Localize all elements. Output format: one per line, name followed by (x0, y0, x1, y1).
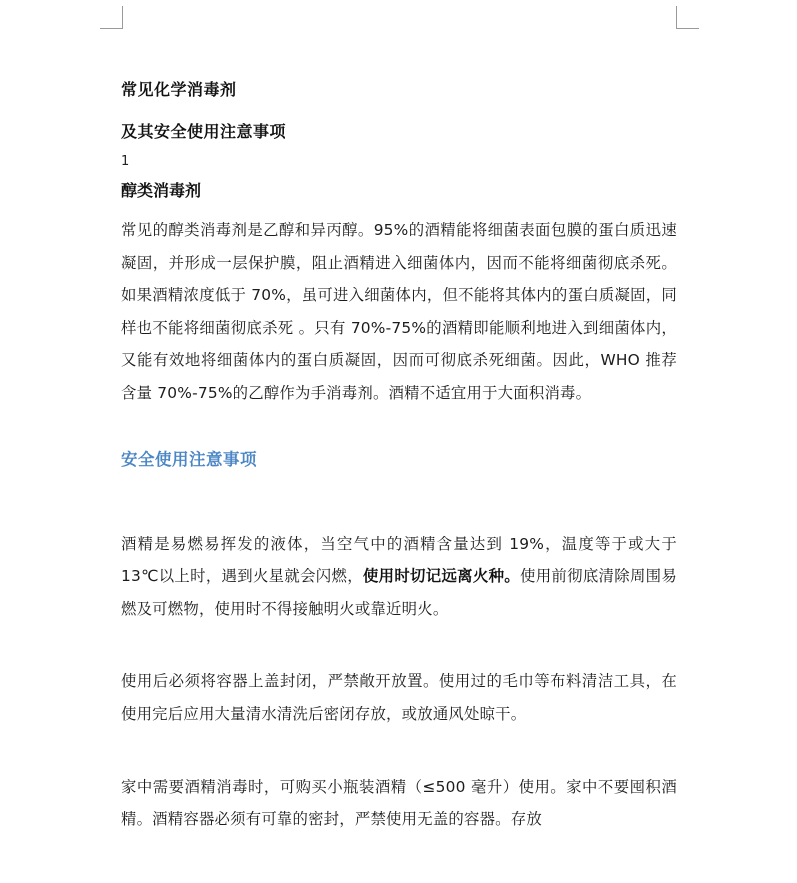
subheading-alcohol-disinfectants: 醇类消毒剂 (121, 181, 202, 200)
crop-mark-top-right (676, 6, 699, 29)
paragraph-flammability (121, 528, 677, 626)
crop-mark-top-left (100, 6, 123, 29)
paragraph-flammability-emphasis: 使用时切记远离火种。 (362, 567, 521, 586)
paragraph-home-purchase: 家中需要酒精消毒时，可购买小瓶装酒精（≤500 毫升）使用。家中不要囤积酒精。酒精容器必须有可靠的密封，严禁使用无盖的容器。存放 (121, 777, 677, 829)
paragraph-storage-after-use: 使用后必须将容器上盖封闭，严禁敞开放置。使用过的毛巾等布料清洁工具，在使用完后应用大量清水清洗后密闭存放，或放通风处晾干。 (121, 672, 677, 723)
section-heading-safety: 安全使用注意事项 (121, 449, 257, 469)
document-body (121, 76, 677, 836)
paragraph-alcohol-description: 常见的醇类消毒剂是乙醇和异丙醇。95%的酒精能将细菌表面包膜的蛋白质迅速凝固，并形成一层保护膜，阻止酒精进入细菌体内，因而不能将细菌彻底杀死。如果酒精浓度低于 70%，虽可进入细菌体内，但不能将其体内的蛋白质凝固，同样也不能将细菌彻底杀死 。只有 70%-75%的酒精即能顺利地进入到细菌体内，又能有效地将细菌体内的蛋白质凝固，因而可彻底杀死细菌。因此，WHO 推荐含量 70%-75%的乙醇作为手消毒剂。酒精不适宜用于大面积消毒。 (121, 221, 677, 402)
paragraph-flammability-text-2: 使用前彻底清除周围易燃及可燃物，使用时不得接触明火或靠近明火。 (121, 567, 677, 618)
document-title-line-1: 常见化学消毒剂 (121, 80, 237, 99)
document-title-line-2: 及其安全使用注意事项 (121, 122, 287, 141)
paragraph-flammability-text-1: 酒精是易燃易挥发的液体，当空气中的酒精含量达到 19%，温度等于或大于 13℃以上时，遇到火星就会闪燃， (121, 534, 677, 586)
section-number: 1 (121, 154, 130, 169)
